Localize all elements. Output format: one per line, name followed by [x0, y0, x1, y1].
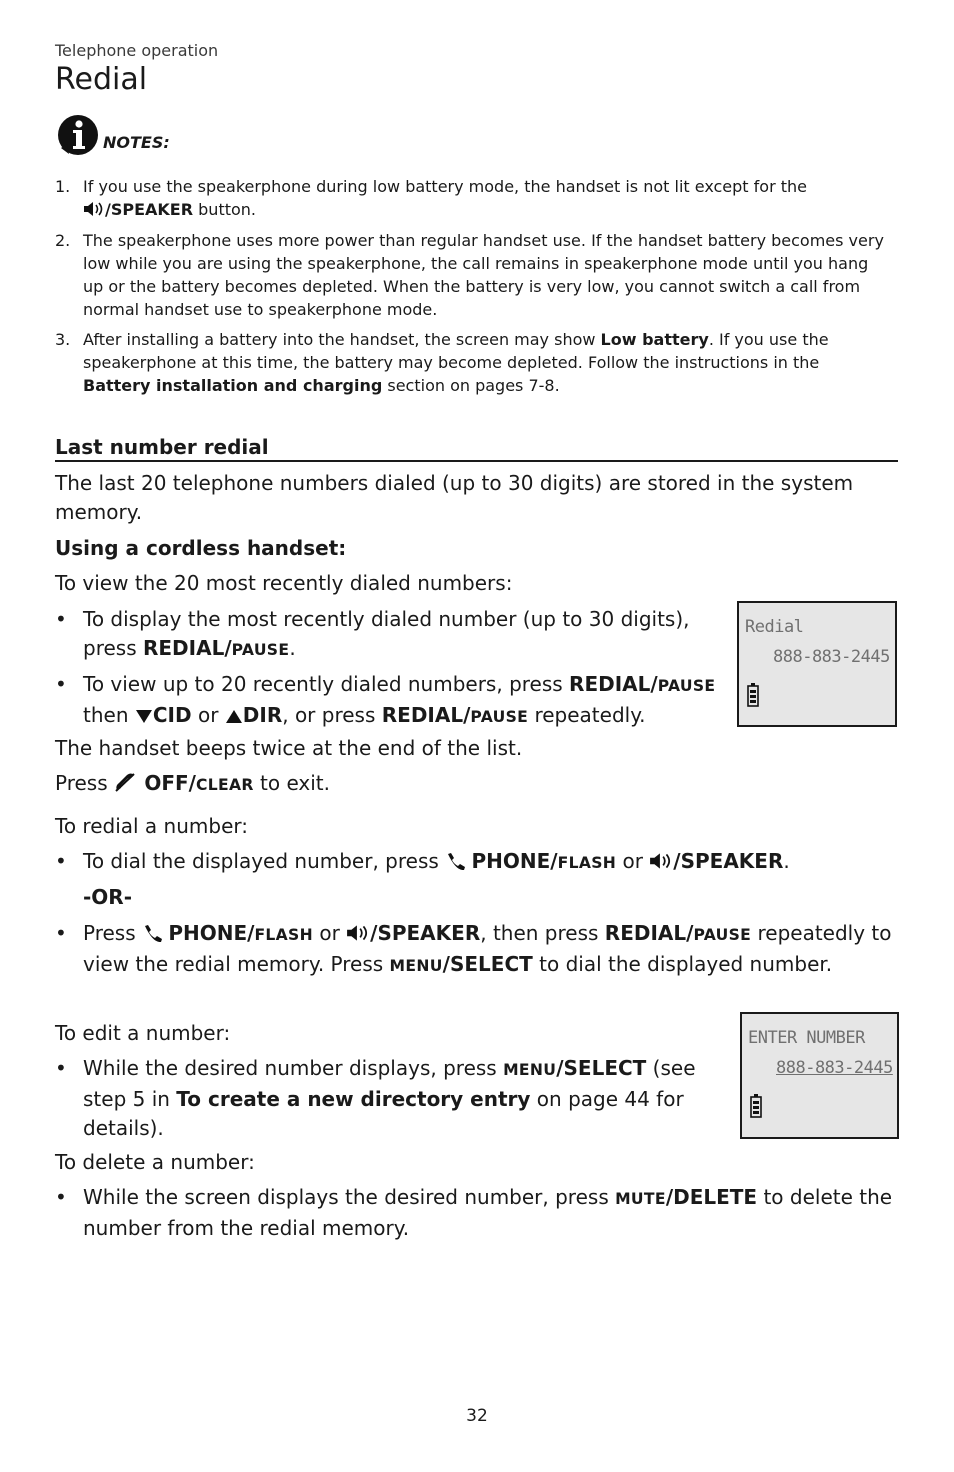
up-arrow-icon [225, 708, 243, 724]
bullet-delete: • While the screen displays the desired number, press MUTE/DELETE to delete the number from the redial memory. [55, 1185, 893, 1240]
exit-instruction: Press OFF/CLEAR to exit. [55, 771, 331, 795]
or-separator: -OR- [83, 885, 133, 909]
note-1: 1. If you use the speakerphone during low battery mode, the handset is not lit except for the /SPEAKER button. [55, 177, 808, 219]
lcd-screen-enter-number [740, 1012, 899, 1139]
note-3: 3. After installing a battery into the handset, the screen may show Low battery. If you use the speakerphone at this time, the battery may become depleted. Follow the instructions in the Battery installation and charging section on pages 7-8. [55, 330, 829, 395]
note-2: 2. The speakerphone uses more power than regular handset use. If the handset battery becomes very low while you are using the speakerphone, the call remains in speakerphone mode until you hang up or the battery becomes depleted. When the battery is very low, you cannot switch a call from normal handset use to speakerphone mode. [55, 231, 884, 319]
beeps-text: The handset beeps twice at the end of the list. [55, 736, 523, 760]
phone-icon [142, 924, 162, 942]
lcd-line-title: Redial [745, 617, 804, 637]
lcd-line-title: ENTER NUMBER [748, 1028, 865, 1048]
speaker-icon [83, 201, 105, 217]
phone-icon [445, 852, 465, 870]
down-arrow-icon [135, 708, 153, 724]
page-number: 32 [466, 1406, 488, 1426]
bullet-edit: • While the desired number displays, press MENU/SELECT (see step 5 in To create a new directory entry on page 44 for details). [55, 1056, 696, 1140]
page-title: Redial [55, 62, 148, 97]
info-icon [57, 114, 99, 156]
bullet-view-twenty: • To view up to 20 recently dialed numbers, press REDIAL/PAUSE then CID or DIR, or press REDIAL/PAUSE repeatedly. [55, 672, 716, 727]
speaker-icon [649, 852, 673, 870]
lcd-line-number: 888-883-2445 [773, 647, 890, 667]
section-heading: Last number redial [55, 435, 898, 462]
battery-icon [747, 683, 759, 707]
lcd-screen-redial [737, 601, 897, 727]
section-label: Telephone operation [55, 41, 219, 60]
bullet-press-phone: • Press PHONE/FLASH or /SPEAKER, then press REDIAL/PAUSE repeatedly to view the redial memory. Press MENU/SELECT to dial the displayed number. [55, 921, 892, 976]
notes-label: NOTES: [103, 133, 170, 152]
view-intro: To view the 20 most recently dialed numbers: [55, 571, 513, 595]
intro-paragraph: The last 20 telephone numbers dialed (up to 30 digits) are stored in the system memory. [55, 471, 854, 524]
bullet-dial-displayed: • To dial the displayed number, press PHONE/FLASH or /SPEAKER. [55, 849, 790, 873]
lcd-line-number: 888-883-2445 [776, 1058, 893, 1078]
battery-icon [750, 1094, 762, 1118]
speaker-icon [346, 924, 370, 942]
subheading-cordless: Using a cordless handset: [55, 536, 347, 560]
bullet-display-recent: • To display the most recently dialed number (up to 30 digits), press REDIAL/PAUSE. [55, 607, 690, 660]
delete-intro: To delete a number: [55, 1150, 255, 1174]
off-handset-icon [114, 772, 138, 792]
redial-intro: To redial a number: [55, 814, 248, 838]
edit-intro: To edit a number: [55, 1021, 231, 1045]
